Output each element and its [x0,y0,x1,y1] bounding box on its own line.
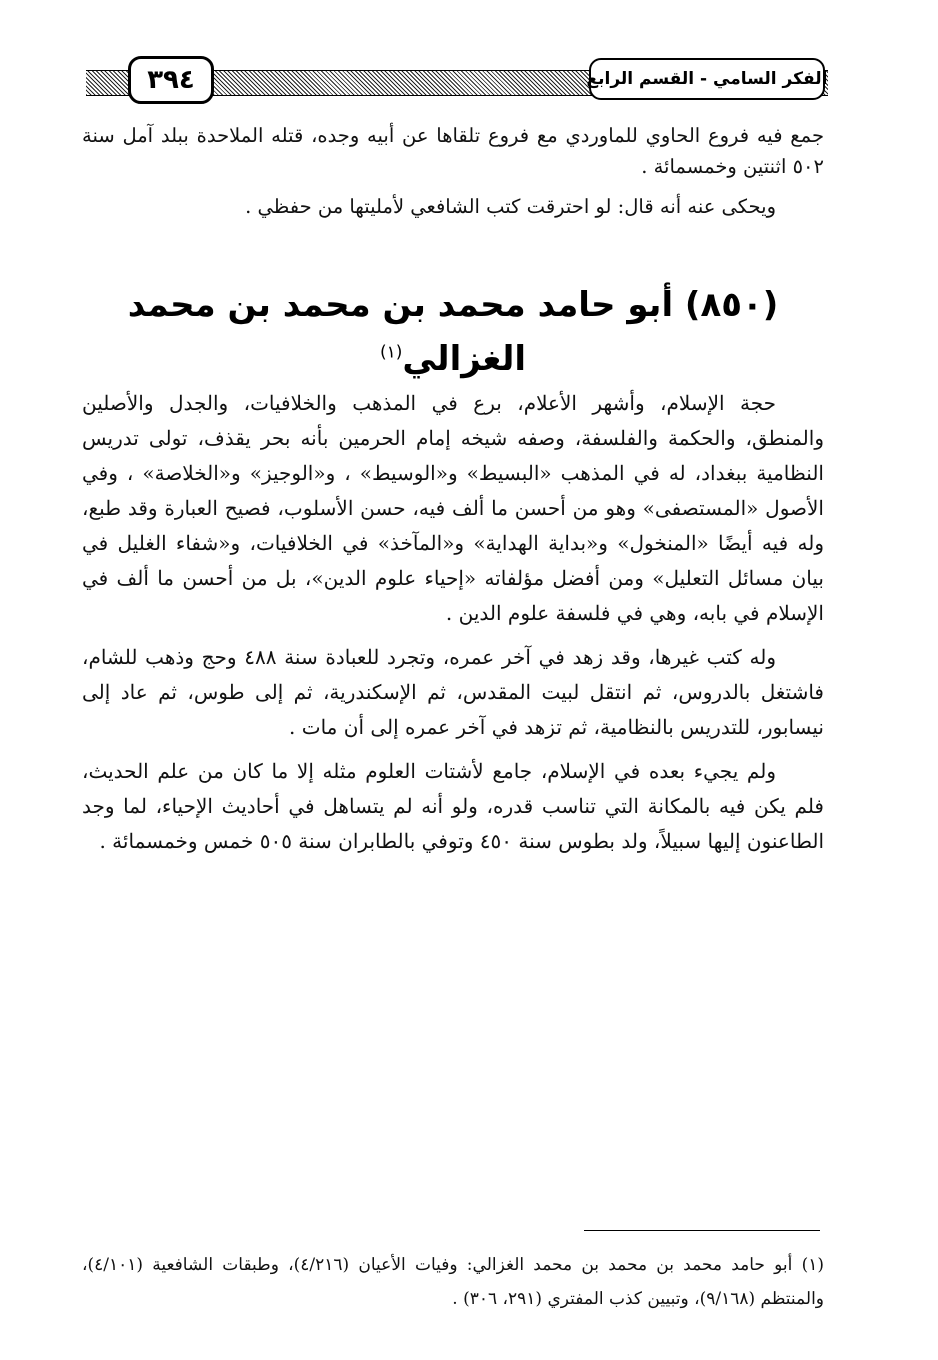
quote-paragraph: ويحكى عنه أنه قال: لو احترقت كتب الشافعي لأمليتها من حفظي . [245,195,776,218]
page-number: ٣٩٤ [147,65,195,95]
bio-paragraph-1: حجة الإسلام، وأشهر الأعلام، برع في المذهب والخلافيات، والجدل والأصلين والمنطق، والحكمة والفلسفة، وصفه شيخه إمام الحرمين بأنه بحر يقذف، تولى تدريس النظامية ببغداد، له في المذهب «البسيط» و«الوسيط» ، و«الوجيز» و«الخلاصة» ، وفي الأصول «المستصفى» وهو من أحسن ما ألف فيه، حسن الأسلوب، فصيح العبارة وقد طبع، وله فيه أيضًا «المنخول» و«بداية الهداية» و«المآخذ» في الخلافيات، و«شفاء الغليل في بيان مسائل التعليل» ومن أفضل مؤلفاته «إحياء علوم الدين»، بل من أحسن ما ألف في الإسلام في بابه، وهي في فلسفة علوم الدين . [82,391,824,625]
footnote-separator [584,1230,820,1231]
entry-heading [82,278,824,386]
bio-paragraph-2: وله كتب غيرها، وقد زهد في آخر عمره، وتجرد للعبادة سنة ٤٨٨ وحج وذهب للشام، فاشتغل بالدروس، ثم انتقل لبيت المقدس، ثم الإسكندرية، ثم إلى طوس، ثم عاد إلى نيسابور، للتدريس بالنظامية، ثم تزهد في آخر عمره إلى أن مات . [82,645,824,739]
previous-entry-continuation [82,120,824,222]
entry-body [82,386,824,868]
running-header [586,58,828,100]
continuation-paragraph: جمع فيه فروع الحاوي للماوردي مع فروع تلقاها عن أبيه وجده، قتله الملاحدة ببلد آمل سنة ٥٠٢ اثنتين وخمسمائة . [82,124,824,178]
bio-paragraph-3: ولم يجيء بعده في الإسلام، جامع لأشتات العلوم مثله إلا ما كان من علم الحديث، فلم يكن فيه بالمكانة التي تناسب قدره، ولو أنه لم يتساهل في أحاديث الإحياء، لما وجد الطاعنون إليها سبيلاً، ولد بطوس سنة ٤٥٠ وتوفي بالطابران سنة ٥٠٥ خمس وخمسمائة . [82,759,824,853]
footnote-marker: (١) [379,342,403,363]
page-number-box [128,56,214,104]
footnote [82,1248,824,1316]
footnote-text: (١) أبو حامد محمد بن محمد بن محمد الغزالي: وفيات الأعيان (٤/٢١٦)، وطبقات الشافعية (٤/١٠١)، والمنتظم (٩/١٦٨)، وتبيين كذب المفتري (٢٩١، ٣٠٦) . [82,1255,825,1309]
entry-heading-text: (٨٥٠) أبو حامد محمد بن محمد بن محمد الغزالي [127,285,779,379]
running-header-title: الفكر السامي - القسم الرابع [586,69,828,89]
